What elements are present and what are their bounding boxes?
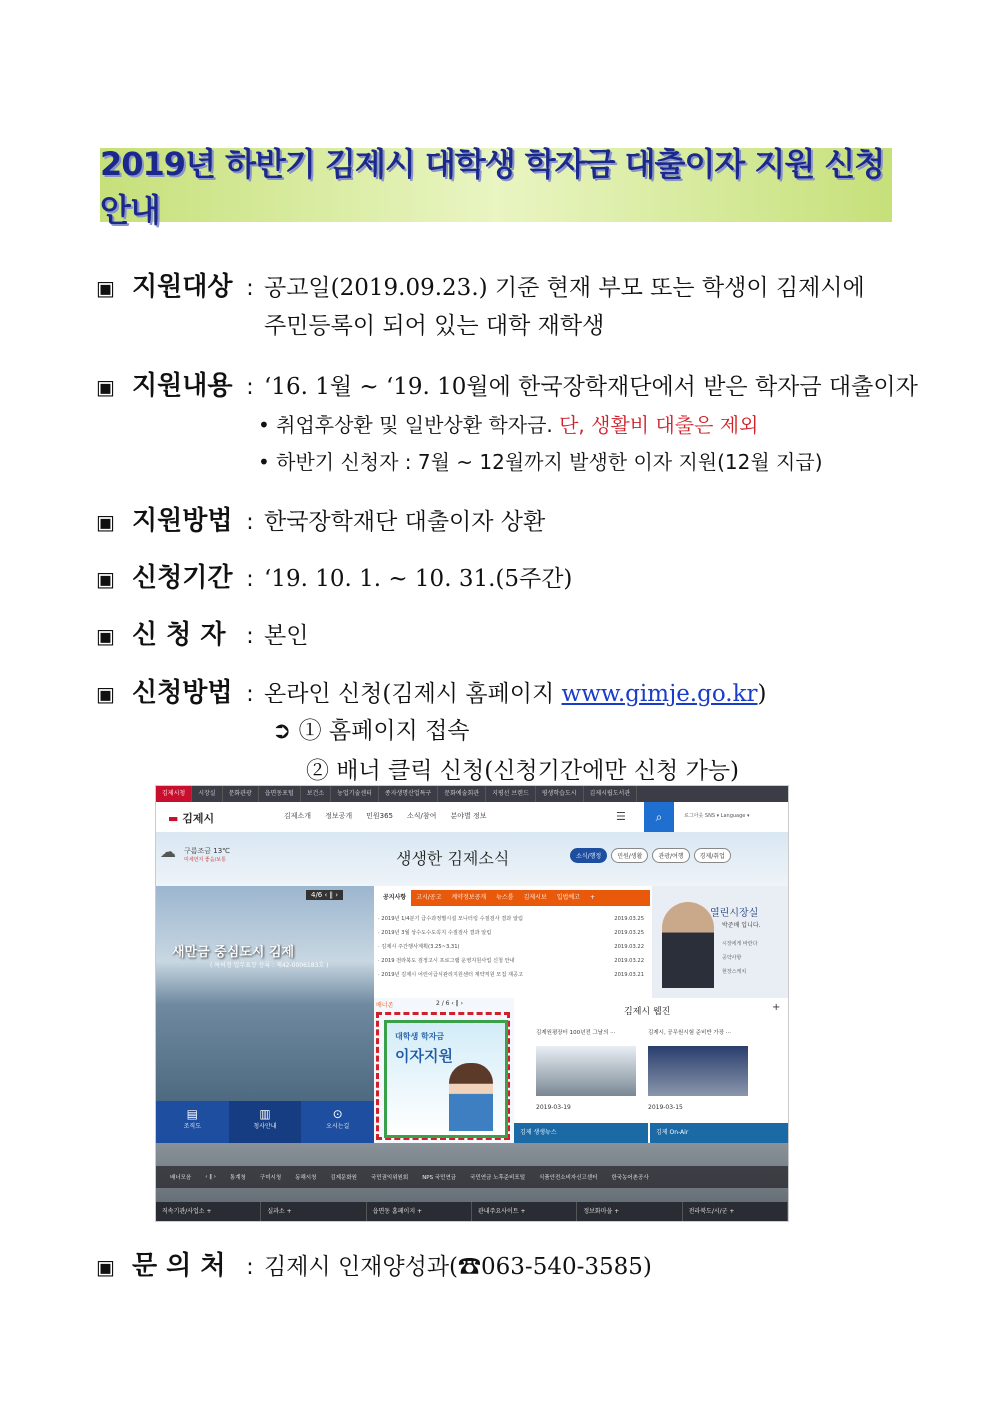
item-apply — [96, 672, 767, 709]
onair-bar: 김제 On-Air — [650, 1123, 789, 1143]
webzine-date: 2019-03-15 — [648, 1104, 683, 1111]
notice-row — [378, 954, 650, 968]
notice-board — [378, 890, 650, 990]
linkbar-item: 읍면동 홈페이지 + — [367, 1202, 472, 1222]
site-login-links: 로그아웃 SNS ▾ Language ▾ — [684, 813, 750, 819]
item-text: ‘19. 10. 1. ~ 10. 31.(5주간) — [264, 566, 573, 592]
notice-date: 2019.03.21 — [614, 972, 644, 978]
topbar-item: 김제시청 — [156, 786, 192, 802]
notice-title: · 2019년 김제시 어린이급식관리지원센터 계약직원 모집 재공고 — [378, 972, 524, 978]
linkbar-item: 전라북도/시/군 + — [683, 1202, 788, 1222]
hero-title: 생생한 김제소식 — [396, 849, 510, 868]
bullet-icon: ▣ — [96, 567, 115, 591]
nav-item: 소식/참여 — [407, 812, 437, 820]
slogan-sub: ( 특허청 업무표장 등록 : 제42-0006183호 ) — [210, 962, 329, 969]
weather-sub: 미세먼지 좋음/보통 — [184, 857, 226, 863]
link-bar — [156, 1202, 788, 1222]
item-text: ‘16. 1월 ~ ‘19. 10월에 한국장학재단에서 받은 학자금 대출이자 — [264, 374, 918, 400]
bannerbar-item: 배너모음 — [170, 1175, 192, 1181]
notice-row — [378, 968, 650, 982]
weather — [184, 846, 230, 863]
notice-date: 2019.03.22 — [614, 944, 644, 950]
bannerbar-item: 국민연금 노후준비포털 — [470, 1175, 526, 1181]
item-method — [96, 500, 545, 537]
homepage-screenshot — [155, 785, 789, 1222]
quick-links — [156, 1101, 374, 1143]
notice-row — [378, 912, 650, 926]
colon: : — [246, 375, 254, 400]
bullet-icon: ▣ — [96, 375, 115, 399]
linkbar-item: 정보화마을 + — [577, 1202, 682, 1222]
linkbar-item: 실과소 + — [261, 1202, 366, 1222]
webzine — [514, 998, 789, 1143]
linkbar-item: 직속기관/사업소 + — [156, 1202, 261, 1222]
topbar-item: 농업기술센터 — [331, 786, 379, 802]
topbar-item: 시장실 — [192, 786, 222, 802]
bullet-icon: ▣ — [96, 1255, 115, 1279]
quick-link-label: 청사안내 — [253, 1122, 277, 1130]
banner-line1: 대학생 학자금 — [395, 1032, 445, 1041]
item-text: 본인 — [264, 623, 309, 649]
nav-item: 정보공개 — [325, 812, 353, 820]
quick-link-label: 오시는길 — [326, 1122, 350, 1130]
webzine-title: 김제시 웹진 — [624, 1007, 671, 1017]
bannerbar-item: 동해시청 — [295, 1175, 317, 1181]
item-target-line2 — [264, 307, 604, 340]
notice-title: · 김제시 주간행사계획(3.25~3.31) — [378, 944, 460, 950]
topbar-item: 종자생명산업특구 — [379, 786, 438, 802]
quick-link-icon: ⊙ — [332, 1106, 343, 1121]
hero-pill: 소식/행정 — [570, 848, 607, 863]
notice-row — [378, 940, 650, 954]
bullet-icon: ▣ — [96, 510, 115, 534]
notice-date: 2019.03.22 — [614, 958, 644, 964]
weather-text: 구름조금 13℃ — [184, 847, 231, 855]
notice-tab: + — [589, 894, 595, 901]
slogan: 새만금 중심도시 김제 — [172, 945, 295, 960]
banner-heading: 배너존 — [376, 1002, 394, 1009]
nav-item: 민원365 — [366, 812, 394, 820]
bannerbar-item: ‹ ‖ › — [205, 1174, 216, 1180]
colon: : — [246, 682, 254, 707]
slide-controls: 4/6 ‹ ‖ › — [306, 890, 343, 900]
item-label: 지원방법 — [132, 506, 233, 536]
sub-text: • 취업후상환 및 일반상환 학자금. — [258, 413, 560, 437]
search-icon: ⌕ — [644, 802, 674, 832]
homepage-link[interactable]: www.gimje.go.kr — [561, 681, 758, 707]
mayor-link: 현장스케치 — [722, 969, 747, 975]
notice-tab: 김제시보 — [523, 894, 547, 901]
linkbar-item: 관내주요사이트 + — [472, 1202, 577, 1222]
highlight-frame — [376, 1012, 510, 1140]
webzine-caption: 김제원평장터 100년전 그날의 ··· — [536, 1030, 616, 1036]
mayor-title: 열린시장실 — [710, 908, 759, 919]
bullet-icon: ▣ — [96, 276, 115, 300]
item-label: 신청기간 — [132, 563, 233, 593]
item-contact — [96, 1245, 652, 1282]
quick-link-label: 조직도 — [183, 1122, 202, 1130]
step-text: ➲ ① 홈페이지 접속 — [272, 718, 470, 744]
student-photo — [449, 1063, 493, 1131]
colon: : — [246, 624, 254, 649]
hero-pill: 민원/생활 — [611, 848, 648, 863]
site-logo — [168, 810, 214, 826]
site-nav-items — [284, 811, 486, 821]
colon: : — [246, 1255, 254, 1280]
bannerbar-item: 김제문화원 — [330, 1175, 357, 1181]
notice-tabs — [378, 890, 650, 906]
bannerbar-item: NPS 국민연금 — [422, 1175, 457, 1181]
item-text: 김제시 인재양성과(☎063-540-3585) — [264, 1254, 652, 1280]
mayor-link: 공약사항 — [722, 955, 742, 961]
notice-tab: 뉴스룸 — [496, 894, 514, 901]
item-text: 주민등록이 되어 있는 대학 재학생 — [264, 313, 605, 339]
content-sub1 — [258, 409, 758, 438]
apply-text: 온라인 신청(김제시 홈페이지 — [264, 681, 562, 707]
cloud-icon: ☁ — [160, 842, 176, 861]
item-text: 공고일(2019.09.23.) 기준 현재 부모 또는 학생이 김제시에 — [264, 275, 865, 301]
bannerbar-item: 식품안전소비자신고센터 — [539, 1175, 598, 1181]
slogan-image — [156, 886, 374, 1101]
menu-icon: ☰ — [616, 810, 626, 823]
item-label: 신청방법 — [132, 678, 233, 708]
mayor-name: 박준배 입니다. — [722, 922, 761, 929]
apply-step1 — [272, 712, 470, 745]
page-title: 2019년 하반기 김제시 대학생 학자금 대출이자 지원 신청 안내 — [100, 145, 885, 229]
mayor-photo — [662, 902, 714, 988]
item-content — [96, 365, 918, 402]
webzine-caption: 김제시, 공무원시험 준비반 가장 ··· — [648, 1030, 732, 1036]
topbar-item: 김제시립도서관 — [584, 786, 638, 802]
nav-item: 분야별 정보 — [450, 812, 487, 820]
hero-pill: 경제/취업 — [694, 848, 731, 863]
nav-item: 김제소개 — [284, 812, 312, 820]
sub-text-exclusion: 단, 생활비 대출은 제외 — [559, 413, 759, 437]
bullet-icon: ▣ — [96, 624, 115, 648]
quick-link — [301, 1101, 374, 1143]
hero-pills — [570, 848, 731, 863]
topbar-item: 문화관광 — [223, 786, 259, 802]
item-period — [96, 557, 572, 594]
topbar-item: 지평선 브랜드 — [486, 786, 536, 802]
notice-tab: 고시/공고 — [416, 894, 442, 901]
colon: : — [246, 276, 254, 301]
sub-text: • 하반기 신청자 : 7월 ~ 12월까지 발생한 이자 지원(12월 지급) — [258, 450, 823, 474]
apply-text-end: ) — [757, 681, 767, 707]
banner-controls: 2 / 6 ‹ ‖ › — [436, 1000, 463, 1007]
bannerbar-item: 통계청 — [229, 1175, 246, 1181]
item-label: 지원내용 — [132, 371, 233, 401]
topbar-item: 보건소 — [301, 786, 331, 802]
banner-line2: 이자지원 — [395, 1047, 453, 1065]
site-hero — [156, 832, 788, 886]
bannerbar-item: 한국농어촌공사 — [611, 1175, 649, 1181]
bannerbar-item: 구미시청 — [259, 1175, 282, 1181]
hero-pill: 관광/여행 — [652, 848, 689, 863]
plus-icon: + — [772, 1002, 781, 1013]
notice-tab: 입법예고 — [556, 894, 580, 901]
bannerbar-item: 국민권익위원회 — [370, 1175, 409, 1181]
loan-banner — [384, 1020, 508, 1138]
site-topbar — [156, 786, 788, 802]
topbar-item: 문화예술회관 — [438, 786, 486, 802]
notice-date: 2019.03.25 — [614, 930, 644, 936]
item-label: 지원대상 — [132, 272, 233, 302]
notice-tab: 공지사항 — [378, 890, 411, 906]
item-label: 문 의 처 — [132, 1251, 226, 1281]
webzine-thumb — [536, 1046, 636, 1096]
item-applicant — [96, 614, 308, 651]
quick-link-icon: ▤ — [186, 1106, 198, 1121]
item-target — [96, 266, 865, 303]
quick-link-icon: ▥ — [259, 1106, 271, 1121]
item-label: 신 청 자 — [132, 620, 226, 650]
site-nav — [156, 802, 788, 833]
apply-step2 — [306, 752, 739, 785]
step-text: ② 배너 클릭 신청(신청기간에만 신청 가능) — [306, 758, 739, 784]
banner-zone — [374, 998, 514, 1143]
notice-title: · 2019년 3월 상수도수도꼭지 수질검사 결과 알림 — [378, 930, 492, 936]
notice-list — [378, 912, 650, 982]
colon: : — [246, 510, 254, 535]
logo-mark-icon: ▬ — [168, 812, 179, 825]
notice-title: · 2019 전라북도 검정고시 프로그램 운영지원사업 신청 안내 — [378, 958, 515, 964]
banner-bar — [156, 1166, 788, 1188]
item-text: 한국장학재단 대출이자 상환 — [264, 509, 546, 535]
quick-link — [229, 1101, 302, 1143]
colon: : — [246, 567, 254, 592]
webzine-thumb — [648, 1046, 748, 1096]
mayor-box — [652, 886, 789, 998]
notice-tab: 계약정보공개 — [451, 894, 487, 901]
item-text — [264, 675, 767, 708]
notice-date: 2019.03.25 — [614, 916, 644, 922]
topbar-item: 읍면동포털 — [259, 786, 301, 802]
title-banner — [100, 145, 892, 229]
quick-link — [156, 1101, 229, 1143]
content-sub2 — [258, 446, 823, 475]
mayor-link: 시장에게 바란다 — [722, 941, 758, 947]
bullet-icon: ▣ — [96, 682, 115, 706]
logo-text: 김제시 — [182, 812, 215, 825]
webzine-date: 2019-03-19 — [536, 1104, 571, 1111]
news-bar: 김제 생생뉴스 — [514, 1123, 648, 1143]
notice-row — [378, 926, 650, 940]
topbar-item: 평생학습도시 — [536, 786, 584, 802]
notice-title: · 2019년 1/4분기 급수과정별시설 모니터링 수질검사 결과 알림 — [378, 916, 523, 922]
